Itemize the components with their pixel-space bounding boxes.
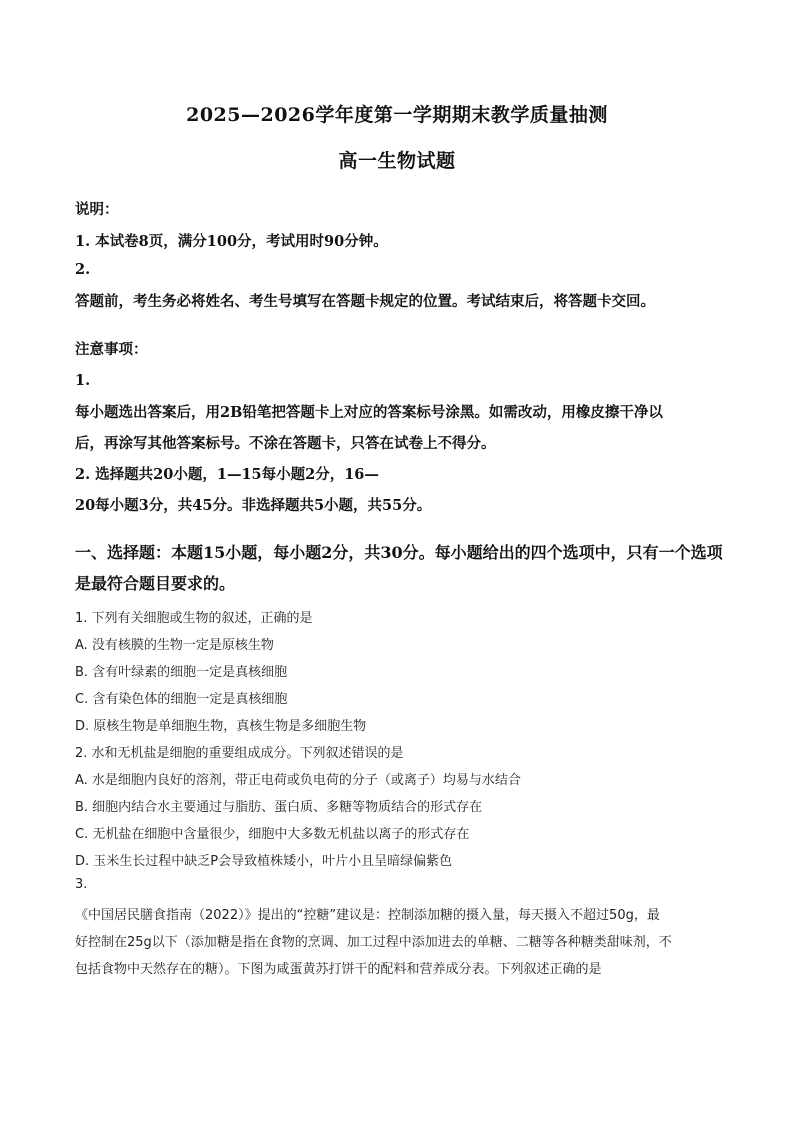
section-heading-line-1: 一、选择题：本题15小题，每小题2分，共30分。每小题给出的四个选项中，只有一个选项	[75, 543, 723, 562]
note-item-2-line-2: 20每小题3分，共45分。非选择题共5小题，共55分。	[75, 497, 432, 514]
instructions-heading: 说明：	[75, 201, 119, 218]
question-1-stem: 1. 下列有关细胞或生物的叙述，正确的是	[75, 611, 313, 626]
question-3-line-3: 包括食物中天然存在的糖）。下图为咸蛋黄苏打饼干的配料和营养成分表。下列叙述正确的是	[75, 962, 602, 977]
question-3-line-1: 《中国居民膳食指南（2022）》提出的“控糖”建议是：控制添加糖的摄入量，每天摄入不超过50g，最	[75, 908, 660, 923]
section-heading-line-2: 是最符合题目要求的。	[75, 574, 236, 593]
notes-heading: 注意事项：	[75, 341, 148, 358]
exam-subtitle: 高一生物试题	[338, 150, 456, 172]
question-1-option-c: C. 含有染色体的细胞一定是真核细胞	[75, 692, 288, 707]
question-1-option-a: A. 没有核膜的生物一定是原核生物	[75, 638, 274, 653]
note-item-1-number: 1.	[75, 372, 91, 389]
question-2-option-b: B. 细胞内结合水主要通过与脂肪、蛋白质、多糖等物质结合的形式存在	[75, 800, 483, 815]
question-2-option-d: D. 玉米生长过程中缺乏P会导致植株矮小，叶片小且呈暗绿偏紫色	[75, 854, 453, 869]
question-1-option-d: D. 原核生物是单细胞生物，真核生物是多细胞生物	[75, 719, 367, 734]
note-item-1-line-1: 每小题选出答案后，用2B铅笔把答题卡上对应的答案标号涂黑。如需改动，用橡皮擦干净以	[75, 404, 663, 421]
question-2-option-c: C. 无机盐在细胞中含量很少，细胞中大多数无机盐以离子的形式存在	[75, 827, 470, 842]
question-2-option-a: A. 水是细胞内良好的溶剂，带正电荷或负电荷的分子（或离子）均易与水结合	[75, 773, 521, 788]
question-1-option-b: B. 含有叶绿素的细胞一定是真核细胞	[75, 665, 288, 680]
note-item-2-line-1: 2. 选择题共20小题，1—15每小题2分，16—	[75, 466, 379, 483]
question-3-number: 3.	[75, 877, 88, 892]
instruction-item-2-number: 2.	[75, 261, 91, 278]
question-3-line-2: 好控制在25g以下（添加糖是指在食物的烹调、加工过程中添加进去的单糖、二糖等各种糖类甜味剂，不	[75, 935, 672, 950]
note-item-1-line-2: 后，再涂写其他答案标号。不涂在答题卡，只答在试卷上不得分。	[75, 435, 496, 452]
question-2-stem: 2. 水和无机盐是细胞的重要组成成分。下列叙述错误的是	[75, 746, 404, 761]
instruction-item-2-text: 答题前，考生务必将姓名、考生号填写在答题卡规定的位置。考试结束后，将答题卡交回。	[75, 293, 655, 310]
instruction-item-1: 1. 本试卷8页，满分100分，考试用时90分钟。	[75, 233, 388, 250]
exam-title: 2025—2026学年度第一学期期末教学质量抽测	[186, 104, 608, 126]
